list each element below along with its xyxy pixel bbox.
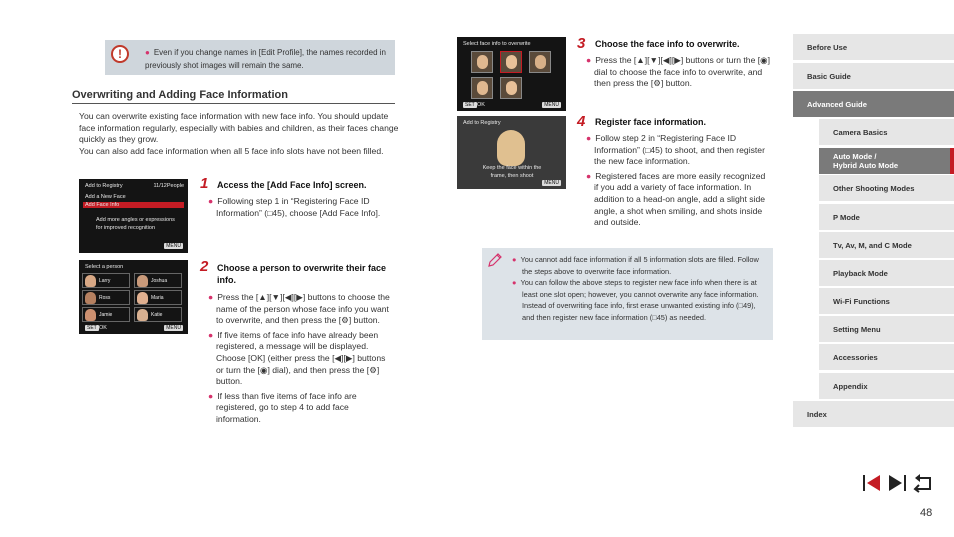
bullet-icon: ● [145, 48, 150, 57]
face-thumbnail [85, 275, 96, 287]
step-title: Choose the face info to overwrite. [595, 39, 740, 49]
ok-label: OK [477, 102, 485, 108]
nav-other-shooting-modes[interactable]: Other Shooting Modes [819, 175, 954, 201]
intro-paragraph-2: You can also add face information when all 5 face info slots have not been filled. [79, 145, 384, 156]
person-tile: Jamie [82, 307, 130, 322]
nav-tv-av-m-c-mode[interactable]: Tv, Av, M, and C Mode [819, 232, 954, 258]
bullet-icon: ● [586, 170, 592, 181]
face-thumbnail [500, 77, 522, 99]
face-thumbnail [137, 309, 148, 321]
nav-camera-basics[interactable]: Camera Basics [819, 119, 954, 145]
screen-title: Select a person [85, 264, 124, 270]
person-tile: Ross [82, 290, 130, 305]
nav-accessories[interactable]: Accessories [819, 344, 954, 370]
screen-title: Select face info to overwrite [463, 41, 531, 47]
nav-before-use[interactable]: Before Use [793, 34, 954, 60]
nav-p-mode[interactable]: P Mode [819, 204, 954, 230]
face-thumbnail [85, 309, 96, 321]
tip-note [482, 248, 773, 340]
nav-auto-mode[interactable]: Auto Mode / Hybrid Auto Mode [819, 148, 954, 174]
step-title: Choose a person to overwrite their face info. [217, 263, 387, 285]
person-tile: Larry [82, 273, 130, 288]
return-icon[interactable] [912, 473, 934, 493]
step-number: 1 [200, 175, 209, 192]
step-title: Register face information. [595, 117, 707, 127]
tip-text: You can follow the above steps to register new face info when there is at least one slot open; however, you cannot overwrite any face information. Instead of overwriting face info, first erase unwanted existing info (□49), and then register new face information (□45) as needed. [520, 278, 759, 322]
intro-paragraph-1: You can overwrite existing face information with new face info. You should update face information regularly, especially with babies and children, as their faces change quickly as they grow. [79, 111, 399, 145]
face-thumbnail [471, 77, 493, 99]
bullet-icon: ● [586, 55, 592, 65]
section-intro [79, 111, 399, 157]
menu-button-icon: MENU [544, 102, 559, 108]
nav-wifi-functions[interactable]: Wi-Fi Functions [819, 288, 954, 314]
caution-note [105, 40, 395, 75]
section-title: Overwriting and Adding Face Information [72, 89, 395, 104]
menu-button-icon: MENU [544, 180, 559, 186]
bullet-icon: ● [586, 133, 592, 143]
screen-title: Add to Registry [463, 120, 501, 126]
person-tile: Katie [134, 307, 182, 322]
nav-index[interactable]: Index [793, 401, 954, 427]
tip-text: You cannot add face information if all 5 information slots are filled. Follow the steps above to overwrite face information. [520, 255, 759, 276]
face-thumbnail [85, 292, 96, 304]
step-body: ● Press the [▲][▼][◀][▶] buttons or turn the [◉] dial to choose the face info to overwrite, and then press the [⚙] button. [586, 55, 771, 89]
menu-button-icon: MENU [166, 325, 181, 331]
warning-icon: ! [111, 45, 129, 63]
camera-screen-select-face-info [457, 37, 566, 111]
ok-label: OK [99, 325, 107, 331]
face-thumbnail-selected [500, 51, 522, 73]
step-number: 3 [577, 35, 586, 52]
option-add-face-info: Add Face Info [83, 202, 184, 208]
camera-screen-add-to-registry [79, 179, 188, 253]
bullet-icon: ● [208, 292, 214, 302]
page-number: 48 [920, 507, 933, 519]
bullet-icon: ● [208, 390, 214, 401]
face-thumbnail [137, 292, 148, 304]
step-body: ● Following step 1 in “Registering Face ID Information” (□45), choose [Add Face Info]. [208, 196, 381, 218]
step-title: Access the [Add Face Info] screen. [217, 180, 367, 190]
menu-button-icon: MENU [166, 243, 181, 249]
step-number: 2 [200, 258, 209, 275]
face-thumbnail [137, 275, 148, 287]
nav-setting-menu[interactable]: Setting Menu [819, 316, 954, 342]
person-tile: Maria [134, 290, 182, 305]
set-button-icon: SET [465, 102, 475, 108]
nav-playback-mode[interactable]: Playback Mode [819, 260, 954, 286]
previous-page-icon[interactable] [862, 473, 882, 493]
next-page-icon[interactable] [887, 473, 907, 493]
camera-screen-register-face [457, 116, 566, 189]
screen-hint: Add more angles or expressions for improved recognition [96, 217, 175, 231]
camera-screen-select-person [79, 260, 188, 334]
bullet-icon: ● [208, 196, 214, 206]
step-number: 4 [577, 113, 586, 130]
step-body: ● Follow step 2 in “Registering Face ID Information” (□45) to shoot, and then register the new face information. ● Registered faces are more easily recognized if you add a variety of face information. In addition to a head-on angle, add a slight side angle, a shot when smiling, and shots inside and outside. [586, 133, 766, 228]
face-thumbnail [529, 51, 551, 73]
face-thumbnail [471, 51, 493, 73]
set-button-icon: SET [87, 325, 97, 331]
caution-text: Even if you change names in [Edit Profile], the names recorded in previously shot images will remain the same. [145, 48, 386, 70]
face-preview [497, 130, 525, 166]
pencil-icon [486, 251, 504, 269]
person-tile: Joshua [134, 273, 182, 288]
nav-advanced-guide[interactable]: Advanced Guide [793, 91, 954, 117]
screen-hint: Keep the face within the frame, then shoot [482, 165, 542, 179]
bullet-icon: ● [512, 255, 517, 264]
bullet-icon: ● [208, 329, 214, 340]
people-count: 11/12People [153, 183, 184, 189]
bullet-icon: ● [512, 278, 517, 288]
option-add-new-face: Add a New Face [85, 194, 126, 200]
nav-basic-guide[interactable]: Basic Guide [793, 63, 954, 89]
step-body: ● Press the [▲][▼][◀][▶] buttons to choose the name of the person whose face info you want to overwrite, and then press the [⚙] button. ● If five items of face info have already been registered, a message will be displayed. Choose [OK] (either press the [◀][▶] buttons or turn the [◉] dial), and then press the [⚙] button. ● If less than five items of face info are registered, go to step 4 to add face information. [208, 292, 390, 424]
screen-title: Add to Registry [85, 183, 123, 189]
nav-appendix[interactable]: Appendix [819, 373, 954, 399]
